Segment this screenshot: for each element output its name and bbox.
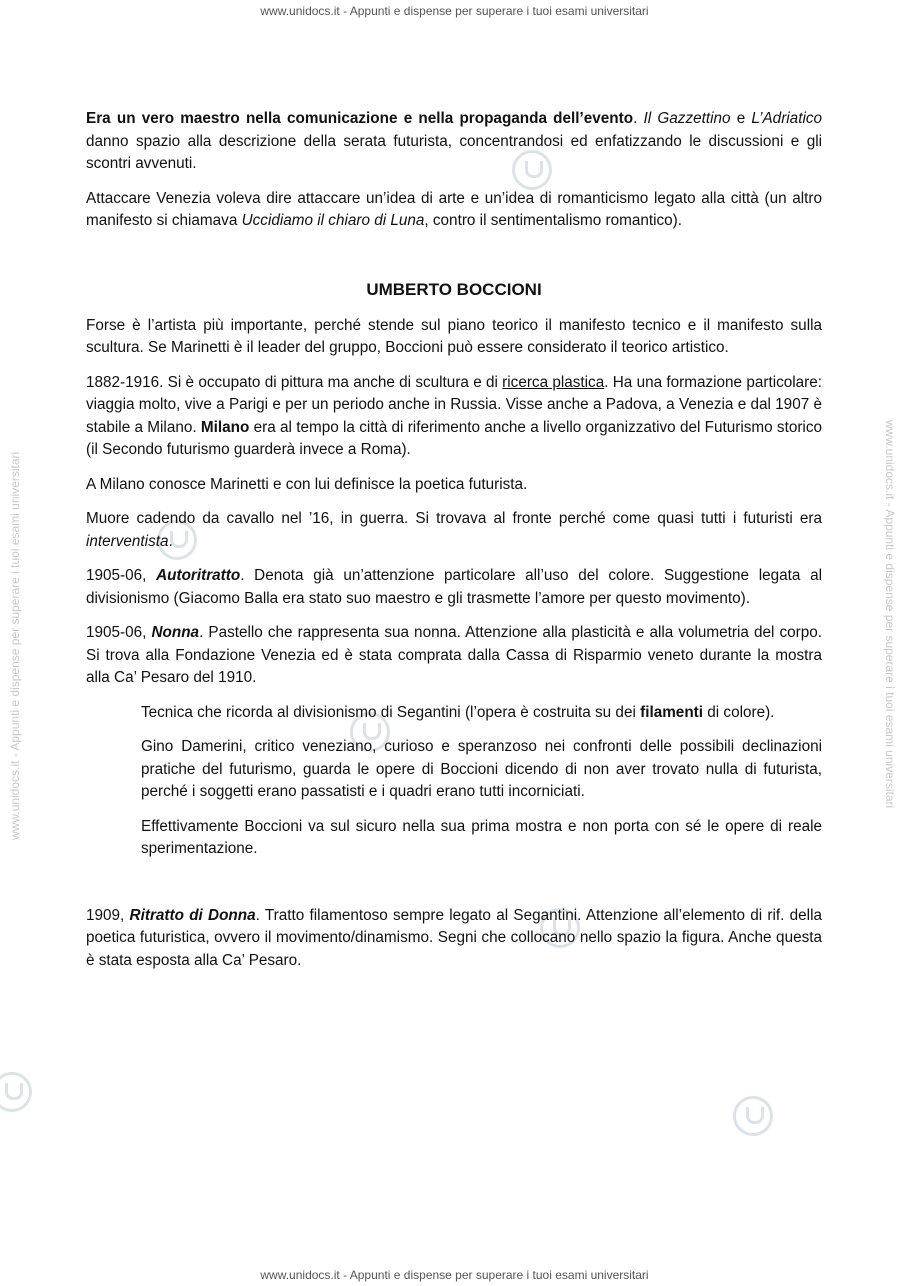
paragraph-nonna: 1905-06, Nonna. Pastello che rappresenta sua nonna. Attenzione alla plasticità e alla volumetria del corpo. Si trova alla Fondazione Venezia ed è stata comprata dalla Cassa di Risparmio veneto durante la mostra alla Ca’ Pesaro del 1910. [86, 624, 823, 686]
paragraph-damerini: Gino Damerini, critico veneziano, curioso e speranzoso nei confronti delle possibili declinazioni pratiche del futurismo, guarda le opere di Boccioni dicendo di non aver trovato nulla di futurista, perché i soggetti erano passatisti e i quadri erano tutti incorniciati. [141, 738, 822, 800]
paragraph-venezia: Attaccare Venezia voleva dire attaccare un’idea di arte e un’idea di romanticismo legato alla città (un altro manifesto si chiamava Uccidiamo il chiaro di Luna, contro il sentimentalismo romantico). [86, 189, 822, 229]
document-body [86, 108, 822, 984]
paragraph-ritratto-donna: 1909, Ritratto di Donna. Tratto filamentoso sempre legato al Segantini. Attenzione all’elemento di rif. della poetica futuristica, ovvero il movimento/dinamismo. Segni che collocano nello spazio la figura. Anche questa è stata esposta alla Ca’ Pesaro. [86, 906, 822, 969]
watermark-side-right: www.unidocs.it - Appunti e dispense per superare i tuoi esami universitari [883, 420, 897, 809]
paragraph-tecnica: Tecnica che ricorda al divisionismo di Segantini (l’opera è costruita su dei filamenti di colore). [141, 703, 775, 721]
paragraph-intro: Forse è l’artista più importante, perché stende sul piano teorico il manifesto tecnico e il manifesto sulla scultura. Se Marinetti è il leader del gruppo, Boccioni può essere considerato il teorico artistico. [86, 316, 822, 356]
paragraph-prima-mostra: Effettivamente Boccioni va sul sicuro nella sua prima mostra e non porta con sé le opere di reale sperimentazione. [141, 817, 822, 857]
paragraph-biografia: 1882-1916. Si è occupato di pittura ma anche di scultura e di ricerca plastica. Ha una formazione particolare: viaggia molto, vive a Parigi e per un periodo anche in Russia. Visse anche a Padova, a Venezia e dal 1907 è stabile a Milano. Milano era al tempo la città di riferimento anche a livello organizzativo del Futurismo storico (il Secondo futurismo guarderà invece a Roma). [86, 373, 822, 458]
watermark-footer: www.unidocs.it - Appunti e dispense per superare i tuoi esami universitari [260, 1268, 649, 1282]
watermark-header: www.unidocs.it - Appunti e dispense per superare i tuoi esami universitari [260, 4, 649, 18]
paragraph-evento: Era un vero maestro nella comunicazione e nella propaganda dell’evento. Il Gazzettino e L’Adriatico danno spazio alla descrizione della serata futurista, concentrandosi ed enfatizzando le discussioni e gli scontri avvenuti. [86, 110, 822, 172]
section-heading: UMBERTO BOCCIONI [366, 279, 542, 299]
unidocs-logo-icon [733, 1096, 773, 1136]
paragraph-marinetti: A Milano conosce Marinetti e con lui definisce la poetica futurista. [86, 475, 528, 493]
paragraph-morte: Muore cadendo da cavallo nel ’16, in guerra. Si trovava al fronte perché come quasi tutti i futuristi era interventista. [86, 510, 822, 550]
watermark-side-left: www.unidocs.it - Appunti e dispense per superare i tuoi esami universitari [8, 451, 22, 840]
paragraph-autoritratto: 1905-06, Autoritratto. Denota già un’attenzione particolare all’uso del colore. Suggestione legata al divisionismo (Giacomo Balla era stato suo maestro e gli trasmette l’amore per questo movimento). [86, 567, 822, 607]
unidocs-logo-icon [0, 1072, 32, 1112]
